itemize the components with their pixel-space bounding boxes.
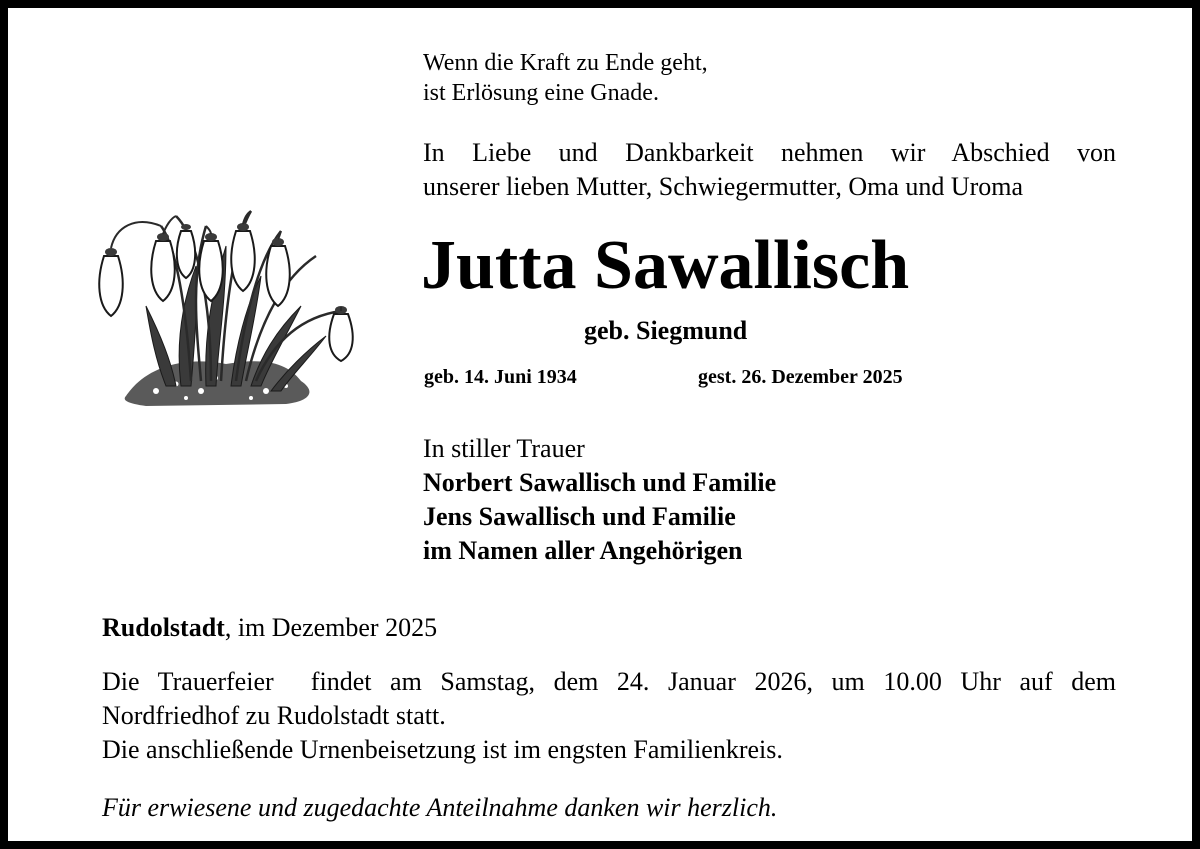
mourners-block xyxy=(423,432,776,568)
mourners-heading: In stiller Trauer xyxy=(423,434,585,463)
service-line: Die anschließende Urnenbeisetzung ist im engsten Familienkreis. xyxy=(102,735,783,764)
deceased-name: Jutta Sawallisch xyxy=(421,227,910,304)
place-date-text: , im Dezember 2025 xyxy=(224,613,438,642)
place-date xyxy=(102,611,437,645)
intro-line: ist Erlösung eine Gnade. xyxy=(423,80,659,106)
snowdrop-flowers-icon xyxy=(86,186,366,411)
maiden-name: geb. Siegmund xyxy=(584,316,748,345)
farewell-line: unserer lieben Mutter, Schwiegermutter, Oma und Uroma xyxy=(423,172,1024,201)
mourner-name: im Namen aller Angehörigen xyxy=(423,536,743,565)
mourner-name: Jens Sawallisch und Familie xyxy=(423,502,736,531)
birth-date: geb. 14. Juni 1934 xyxy=(424,366,577,388)
service-line: Die Trauerfeier findet am Samstag, dem 24. Januar 2026, um 10.00 Uhr auf dem xyxy=(102,667,1116,696)
service-line: Nordfriedhof zu Rudolstadt statt. xyxy=(102,701,446,730)
farewell-line: In Liebe und Dankbarkeit nehmen wir Abschied von xyxy=(423,138,1116,167)
farewell-text xyxy=(423,136,1116,204)
mourner-name: Norbert Sawallisch und Familie xyxy=(423,468,777,497)
intro-line: Wenn die Kraft zu Ende geht, xyxy=(423,50,708,76)
death-date: gest. 26. Dezember 2025 xyxy=(698,366,903,388)
place-city: Rudolstadt xyxy=(102,613,225,642)
intro-verse xyxy=(423,48,708,108)
thanks-line: Für erwiesene und zugedachte Anteilnahme danken wir herzlich. xyxy=(102,793,778,822)
service-info xyxy=(102,665,1116,767)
